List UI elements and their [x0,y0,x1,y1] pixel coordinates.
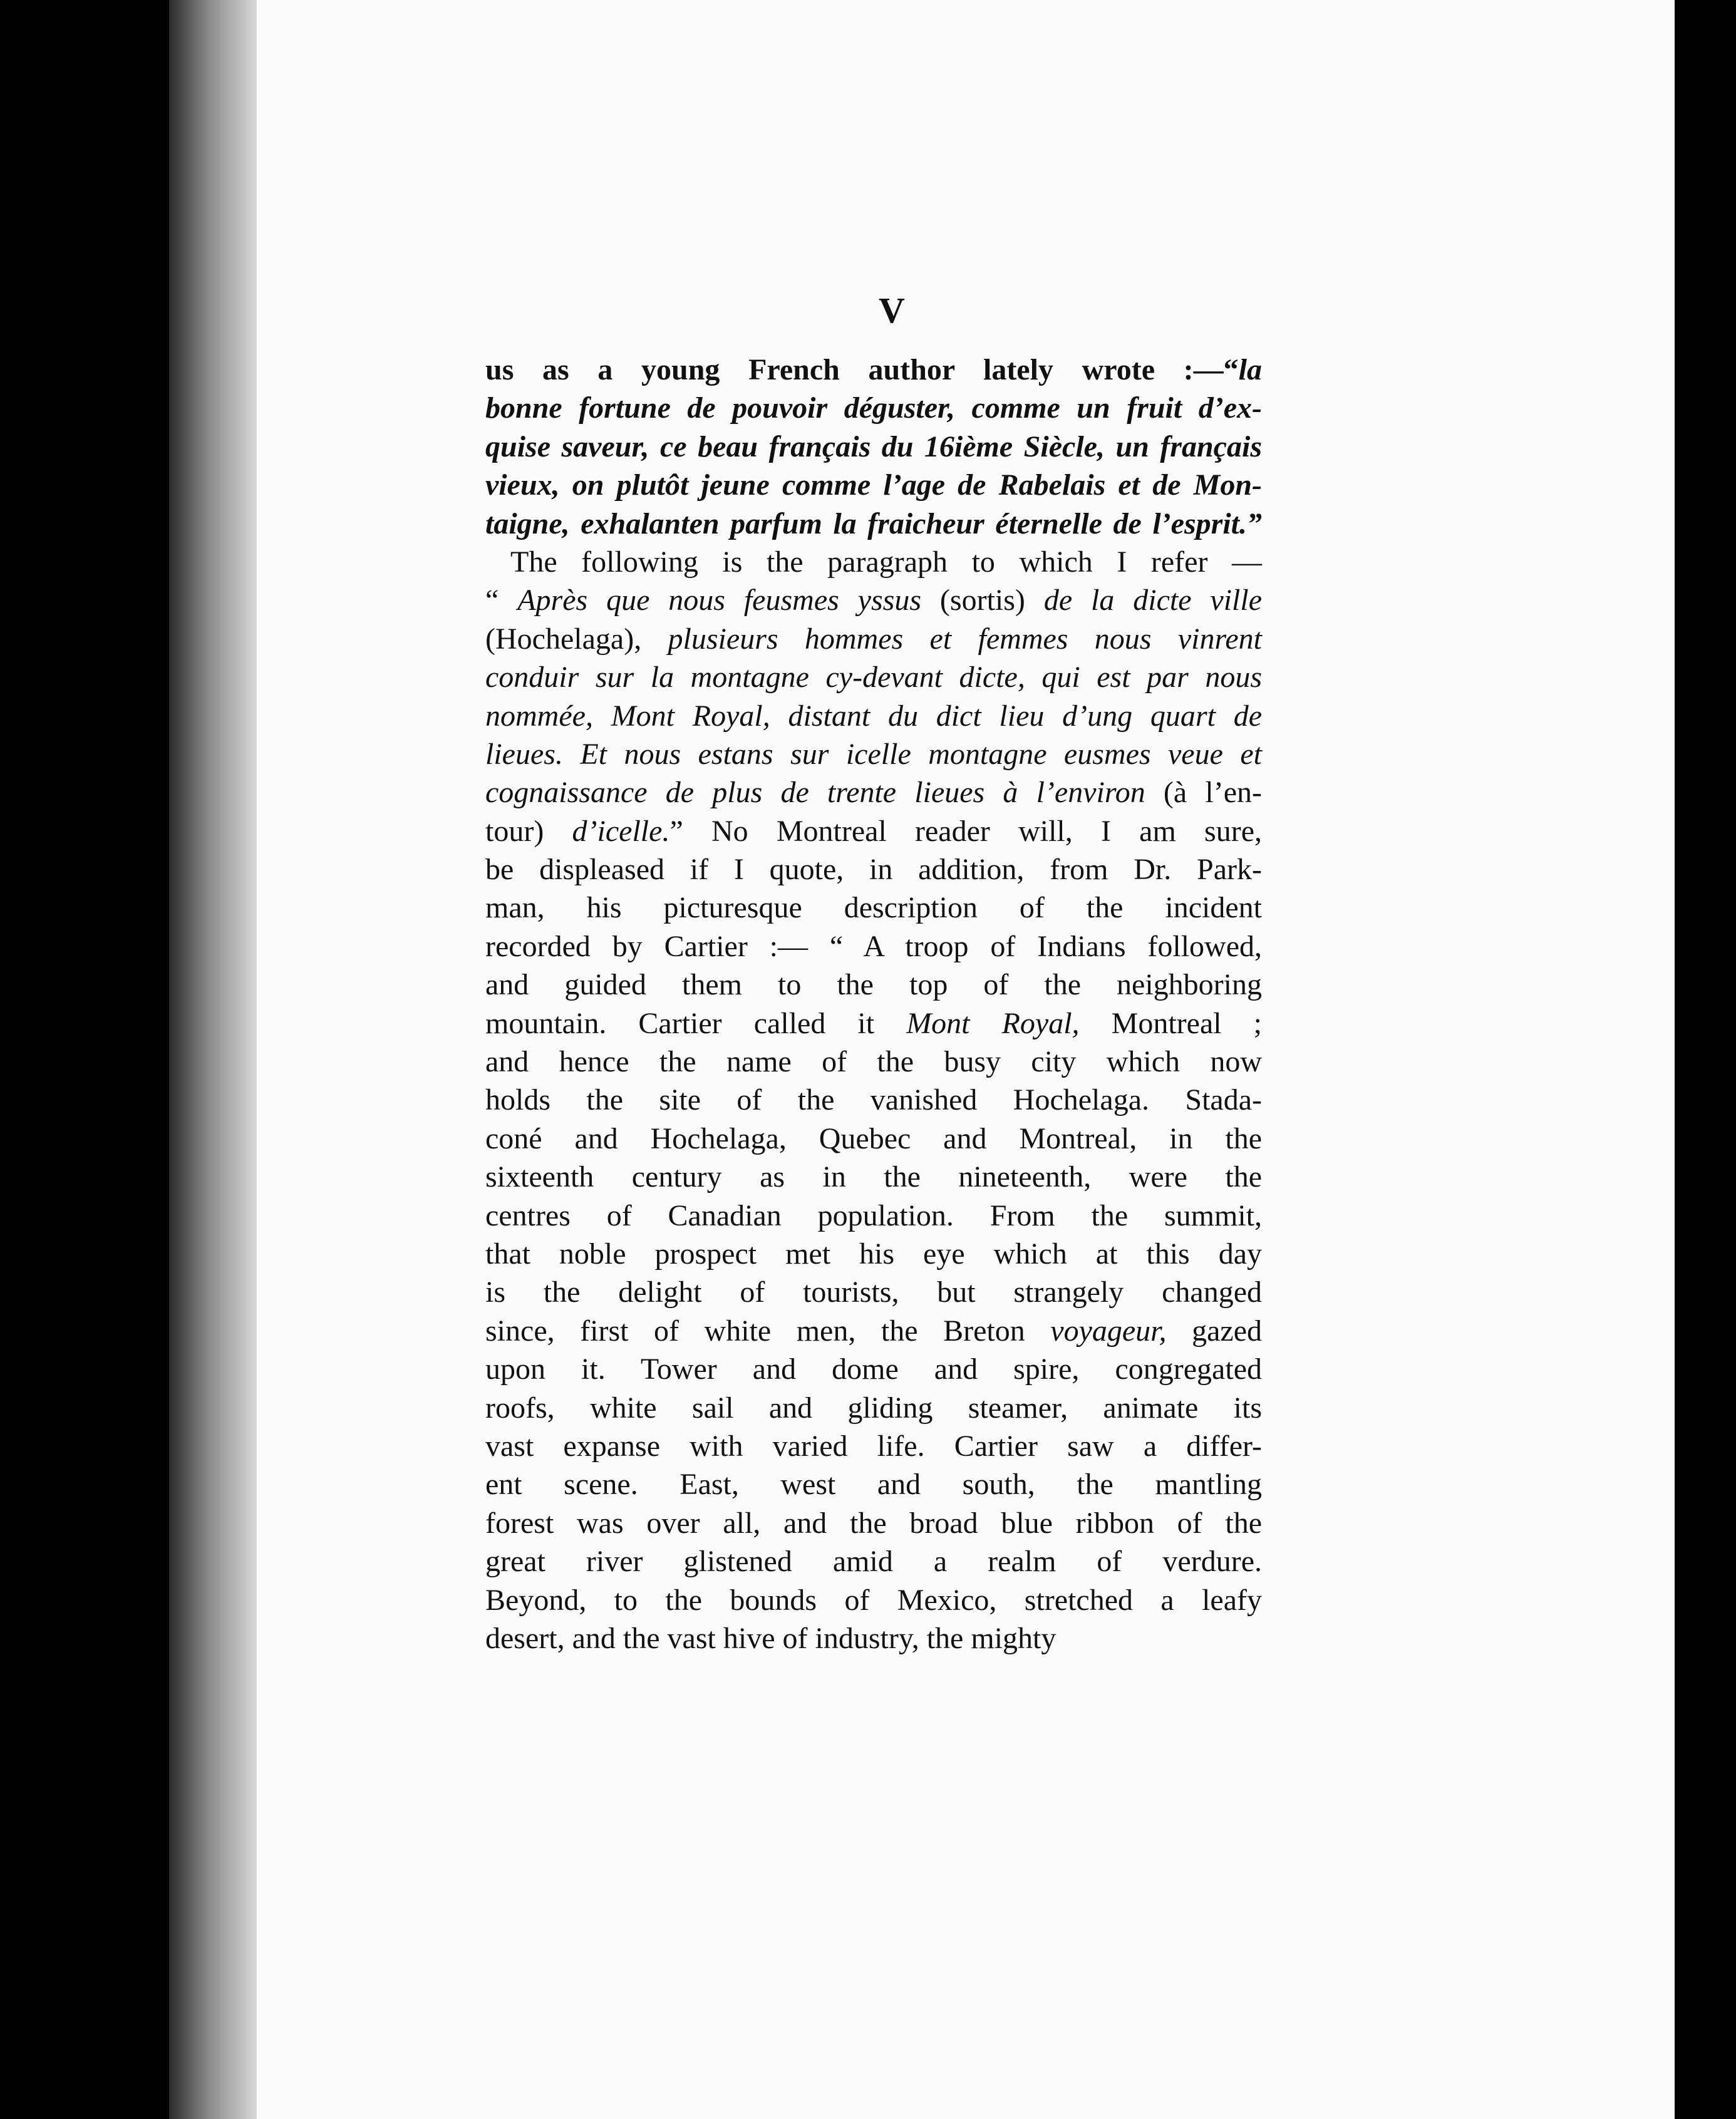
text-segment: bonne fortune de pouvoir déguster, comme un fruit d’ex- [485,391,1262,425]
text-segment: desert, and the vast hive of industry, the mighty [485,1621,1057,1655]
text-segment: be displeased if I quote, in addition, from Dr. Park- [485,853,1262,887]
text-segment: Montreal ; [1079,1006,1263,1040]
text-line [485,543,1262,581]
text-line [485,889,1262,927]
text-line [485,1120,1262,1158]
text-segment: and guided them to the top of the neighboring [485,968,1262,1002]
text-segment: Mont Royal, [906,1006,1080,1040]
text-segment: recorded by Cartier :— “ A troop of Indians followed, [485,929,1262,963]
text-segment: Après que nous feusmes yssus [517,584,922,617]
text-segment: taigne, exhalanten parfum la fraicheur éternelle de l’esprit.” [485,507,1262,540]
text-line [485,1581,1262,1619]
text-line [485,389,1262,427]
text-line [485,1004,1262,1043]
text-segment: since, first of white men, the Breton [485,1314,1051,1348]
page-number: V [879,290,905,331]
text-line [485,1197,1262,1235]
text-line [485,1504,1262,1542]
text-line [485,351,1262,389]
text-segment: us as a young French author lately wrote :—“ [485,353,1239,386]
text-line [485,1350,1262,1388]
text-segment: mountain. Cartier called it [485,1006,907,1040]
text-segment: centres of Canadian population. From the summit, [485,1199,1262,1232]
text-segment: de la dicte ville [1043,584,1263,617]
text-segment: upon it. Tower and dome and spire, congregated [485,1353,1262,1386]
text-line [485,658,1262,696]
text-segment: (sortis) [921,584,1044,617]
text-line [485,466,1262,504]
text-segment: ent scene. East, west and south, the mantling [485,1468,1262,1502]
text-segment: vieux, on plutôt jeune comme l’age de Rabelais et de Mon- [485,468,1262,502]
text-segment: holds the site of the vanished Hochelaga. Stada- [485,1083,1262,1117]
text-segment: is the delight of tourists, but strangely changed [485,1276,1262,1309]
text-segment: “ [485,584,518,617]
text-segment: that noble prospect met his eye which at this day [485,1237,1262,1271]
text-line [485,1273,1262,1311]
text-line [485,773,1262,812]
text-segment: nommée, Mont Royal, distant du dict lieu d’ung quart de [485,699,1262,733]
text-line [485,1158,1262,1196]
text-segment: quise saveur, ce beau français du 16ième Siècle, un français [485,430,1262,463]
text-line [485,927,1262,966]
text-line [485,1235,1262,1273]
text-line [485,505,1262,543]
scan-right-border [1675,0,1736,2119]
text-segment: great river glistened amid a realm of verdure. [485,1545,1262,1579]
text-segment: and hence the name of the busy city which now [485,1045,1262,1079]
text-line [485,1312,1262,1350]
text-segment: ” No Montreal reader will, I am sure, [669,814,1263,848]
text-segment: (Hochelaga), [485,622,668,656]
text-line [485,735,1262,773]
text-segment: la [1238,353,1262,386]
book-gutter-shadow [169,0,257,2119]
text-line [485,581,1262,619]
text-line [485,1043,1262,1081]
text-segment: The following is the paragraph to which I refer — [510,545,1262,579]
text-segment: voyageur, [1050,1314,1167,1348]
text-segment: Beyond, to the bounds of Mexico, stretched a leafy [485,1583,1262,1617]
text-segment: man, his picturesque description of the incident [485,891,1262,925]
text-segment: gazed [1166,1314,1262,1348]
text-segment: tour) [485,814,572,848]
text-line [485,1465,1262,1503]
text-segment: roofs, white sail and gliding steamer, animate its [485,1391,1262,1425]
text-segment: conduir sur la montagne cy-devant dicte, qui est par nous [485,661,1262,694]
body-text [485,351,1262,1658]
text-segment: coné and Hochelaga, Quebec and Montreal, in the [485,1121,1262,1155]
text-line [485,1542,1262,1580]
text-line [485,620,1262,658]
text-line [485,812,1262,850]
text-segment: sixteenth century as in the nineteenth, were the [485,1160,1262,1194]
text-segment: cognaissance de plus de trente lieues à l’environ [485,776,1145,810]
text-segment: (à l’en- [1145,776,1262,810]
text-line [485,1619,1262,1658]
text-segment: lieues. Et nous estans sur icelle montagne eusmes veue et [485,737,1262,771]
text-line [485,966,1262,1004]
text-line [485,428,1262,466]
text-line [485,850,1262,889]
text-segment: plusieurs hommes et femmes nous vinrent [668,622,1263,656]
text-segment: vast expanse with varied life. Cartier saw a differ- [485,1429,1262,1463]
text-segment: d’icelle. [572,814,670,848]
scan-left-border [0,0,169,2119]
text-line [485,1081,1262,1119]
text-line [485,1427,1262,1465]
text-segment: forest was over all, and the broad blue ribbon of the [485,1506,1262,1540]
text-line [485,697,1262,735]
text-line [485,1389,1262,1427]
